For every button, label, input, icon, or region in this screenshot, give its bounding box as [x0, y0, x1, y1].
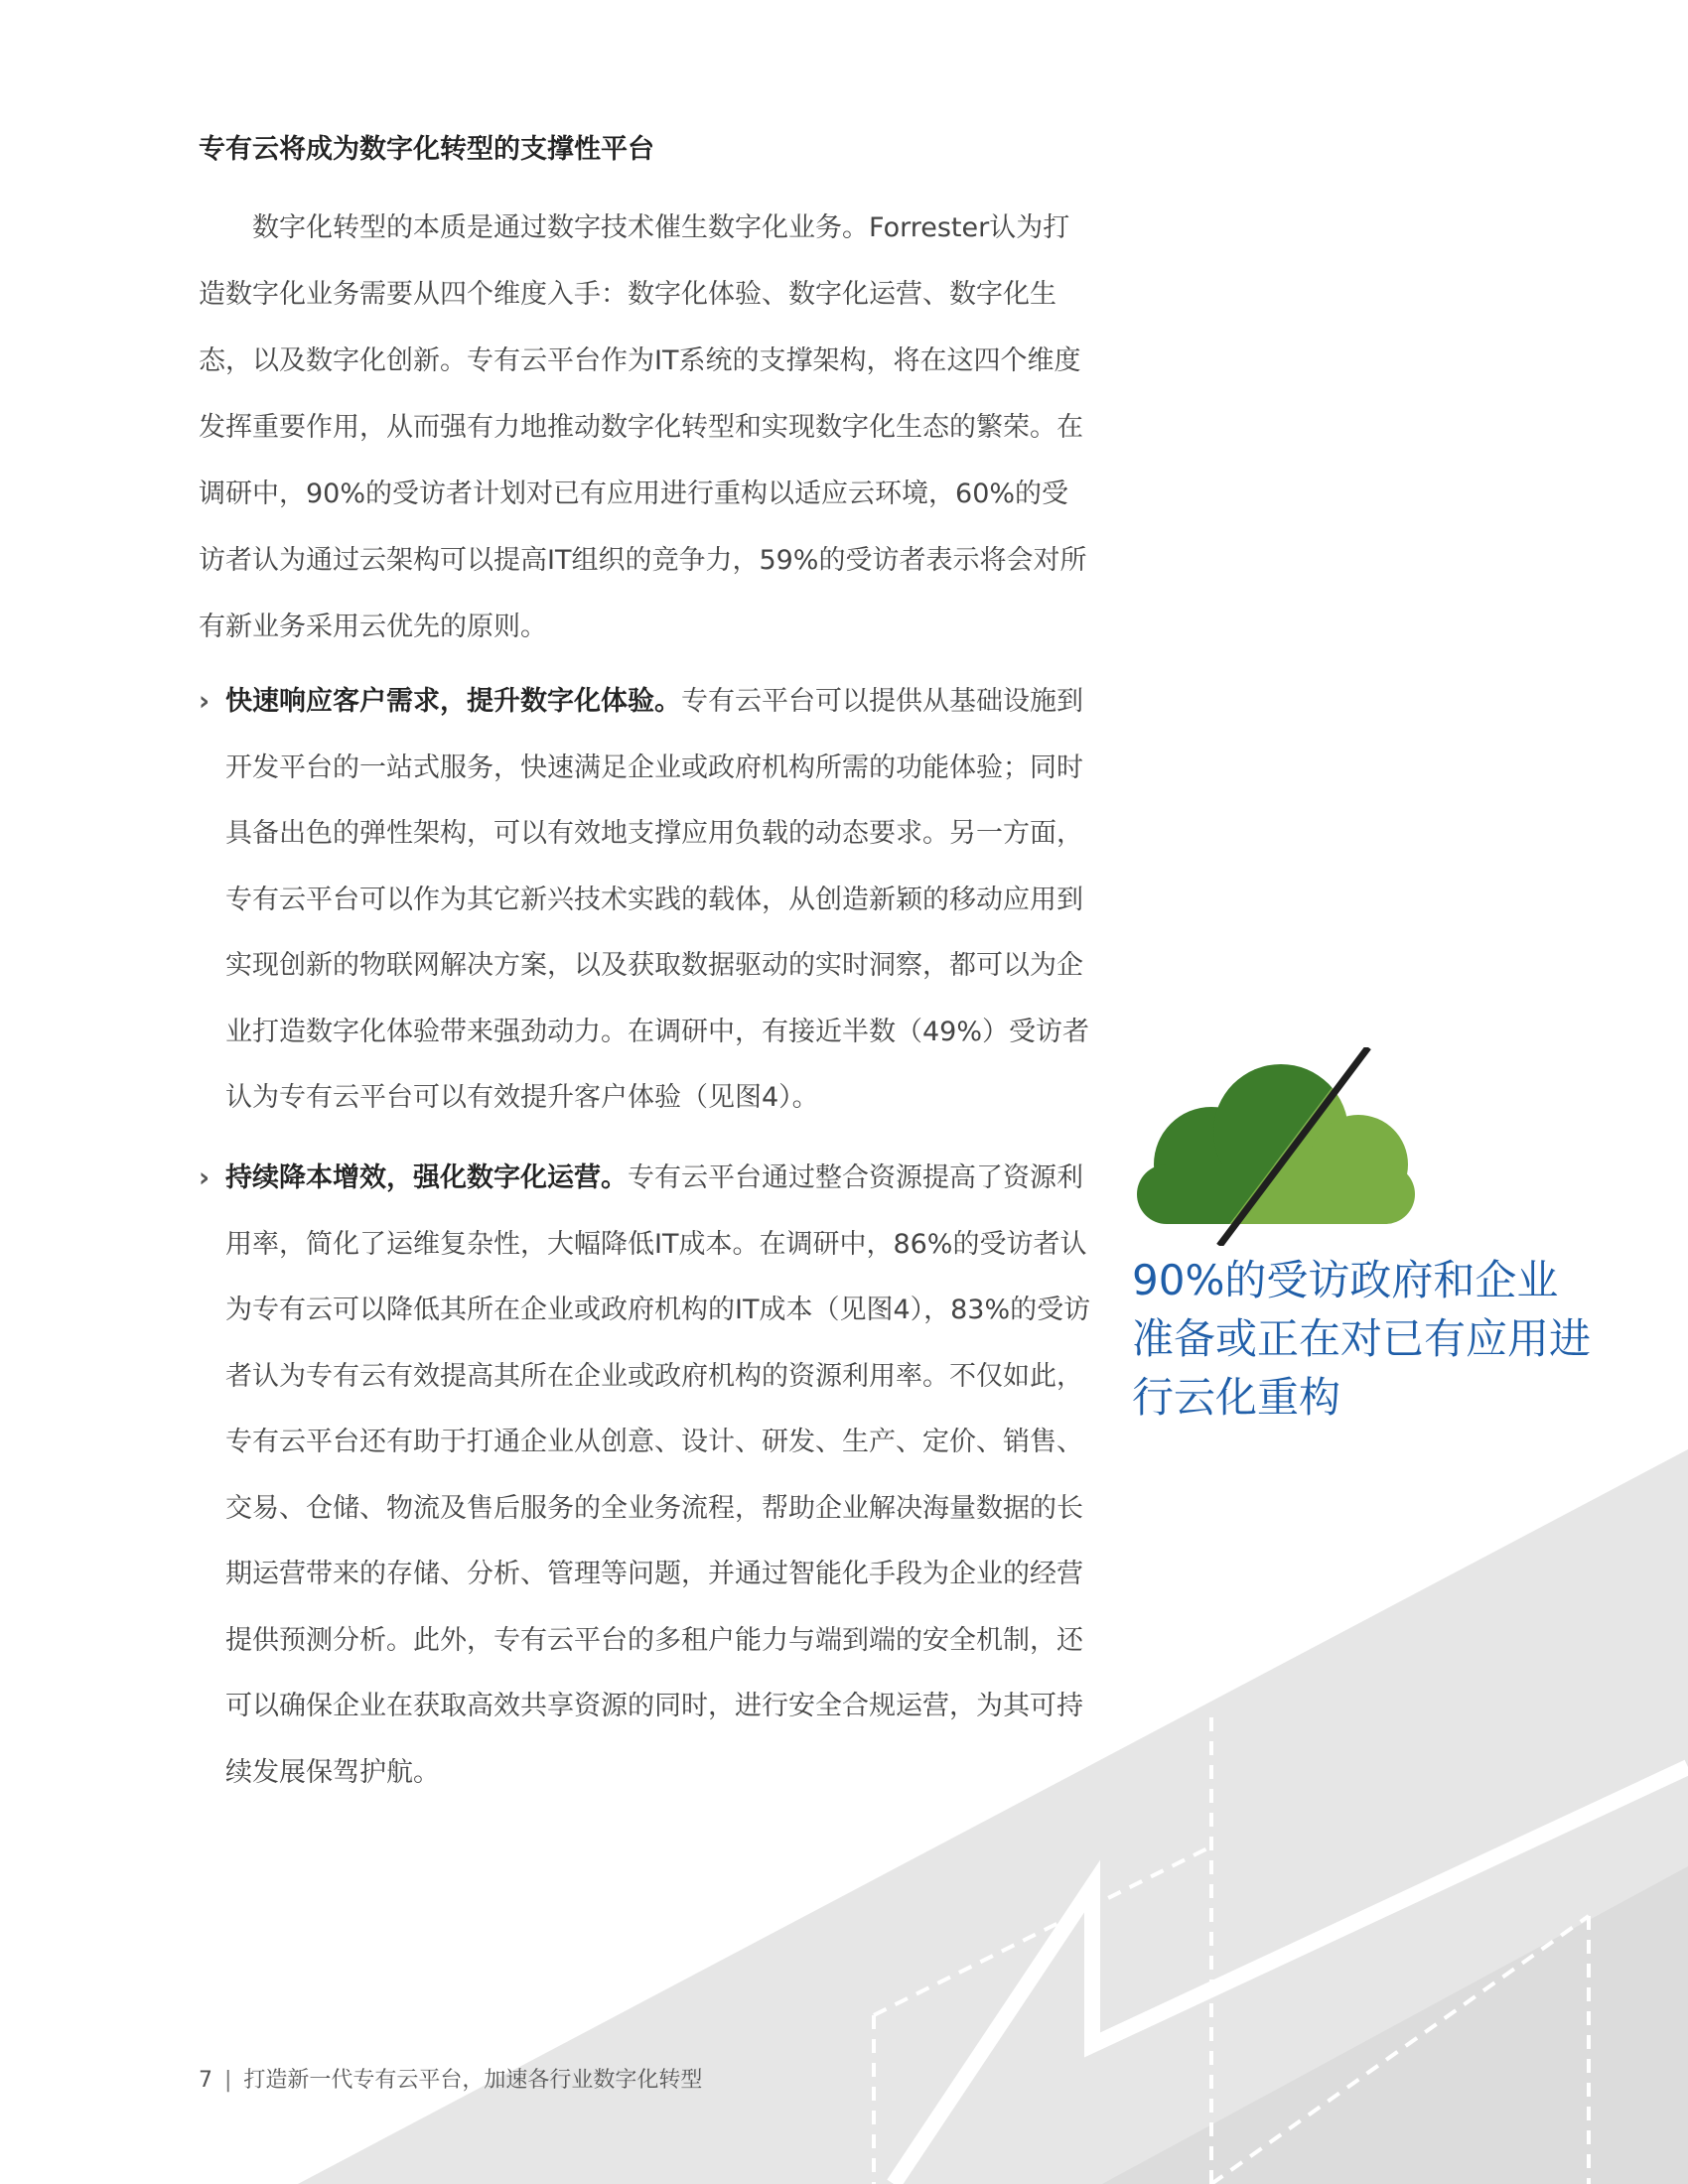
- bullet-text: 专有云平台通过整合资源提高了资源利用率，简化了运维复杂性，大幅降低IT成本。在调研中，86%的受访者认为专有云可以降低其所在企业或政府机构的IT成本（见图4），83%的受访者认为专有云有效提高其所在企业或政府机构的资源利用率。不仅如此，专有云平台还有助于打通企业从创意、设计、研发、生产、定价、销售、交易、仓储、物流及售后服务的全业务流程，帮助企业解决海量数据的长期运营带来的存储、分析、管理等问题，并通过智能化手段为企业的经营提供预测分析。此外，专有云平台的多租户能力与端到端的安全机制，还可以确保企业在获取高效共享资源的同时，进行安全合规运营，为其可持续发展保驾护航。: [225, 1162, 1091, 1788]
- bullet-lead: 持续降本增效，强化数字化运营。: [225, 1162, 628, 1193]
- bullet-body: [225, 669, 1092, 1132]
- intro-paragraph: 数字化转型的本质是通过数字技术催生数字化业务。Forrester认为打造数字化业务需要从四个维度入手：数字化体验、数字化运营、数字化生态，以及数字化创新。专有云平台作为IT系统的支撑架构，将在这四个维度发挥重要作用，从而强有力地推动数字化转型和实现数字化生态的繁荣。在调研中，90%的受访者计划对已有应用进行重构以适应云环境，60%的受访者认为通过云架构可以提高IT组织的竞争力，59%的受访者表示将会对所有新业务采用云优先的原则。: [199, 212, 1087, 642]
- footer-title: 打造新一代专有云平台，加速各行业数字化转型: [243, 2068, 703, 2093]
- cloud-icon: [1132, 1047, 1420, 1246]
- callout-stat: 90%的受访政府和企业准备或正在对已有应用进行云化重构: [1132, 1256, 1592, 1422]
- footer-separator: |: [224, 2068, 232, 2093]
- bullet-chevron-icon: ›: [199, 1162, 211, 1193]
- bullet-item-experience: [199, 669, 1092, 1132]
- bullet-body: [225, 1146, 1092, 1806]
- page-number: 7: [199, 2068, 212, 2093]
- bullet-item-operations: [199, 1146, 1092, 1806]
- bullet-lead: 快速响应客户需求，提升数字化体验。: [225, 686, 681, 717]
- bullet-chevron-icon: ›: [199, 686, 211, 717]
- bullet-text: 专有云平台可以提供从基础设施到开发平台的一站式服务，快速满足企业或政府机构所需的功能体验；同时具备出色的弹性架构，可以有效地支撑应用负载的动态要求。另一方面，专有云平台可以作为其它新兴技术实践的载体，从创造新颖的移动应用到实现创新的物联网解决方案，以及获取数据驱动的实时洞察，都可以为企业打造数字化体验带来强劲动力。在调研中，有接近半数（49%）受访者认为专有云平台可以有效提升客户体验（见图4）。: [225, 686, 1090, 1113]
- page-footer: [199, 2063, 993, 2094]
- section-heading: 专有云将成为数字化转型的支撑性平台: [199, 134, 654, 165]
